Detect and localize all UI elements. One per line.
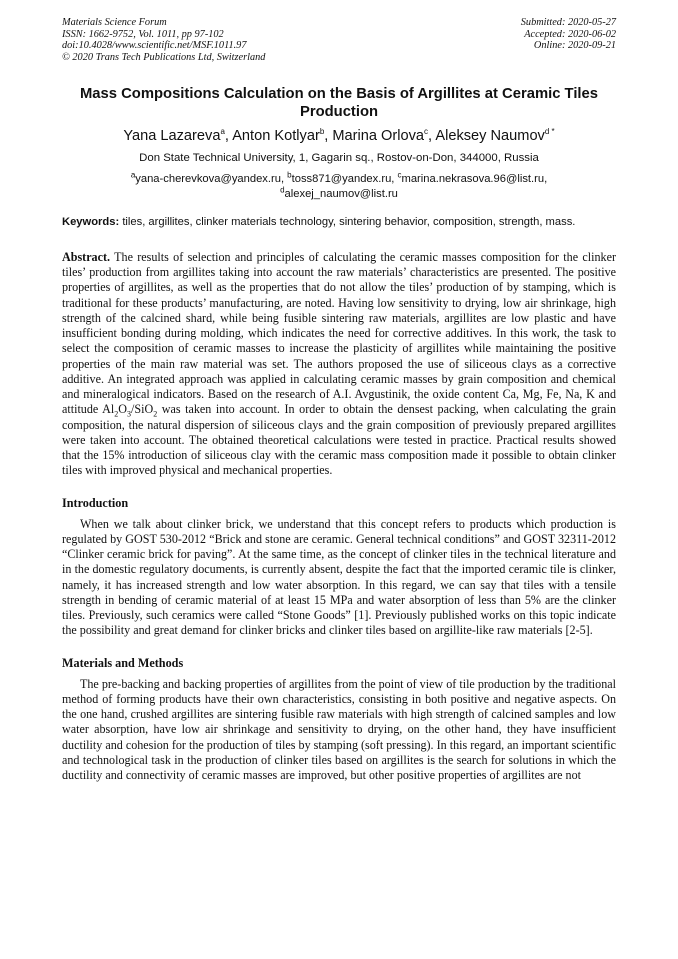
online-date: Online: 2020-09-21 xyxy=(533,40,616,52)
doi-line[interactable]: doi:10.4028/www.scientific.net/MSF.1011.97 xyxy=(62,40,247,52)
author-list: Yana Lazareva$^a$, Anton Kotlyar$^b$, Marina Orlova$^c$, Aleksey Naumov$^{d *}$ xyxy=(123,127,555,145)
email-marker: b xyxy=(287,170,292,180)
author-name: Marina Orlova xyxy=(332,128,425,145)
affiliation: Don State Technical University, 1, Gagarin sq., Rostov-on-Don, 344000, Russia xyxy=(139,152,539,165)
author-marker: a xyxy=(220,127,225,137)
abstract-text-part2: was taken into account. In order to obtain the densest packing, when calculating the grain composition, the natural dispersion of siliceous clays and the grain composition of previously prepared argillites were taken into account. The obtained theoretical calculations were tested in practice. Practical results showed that the 15% introduction of siliceous clay with the ceramic mass composition made it possible to obtain clinker tiles with improved physical and mechanical properties. xyxy=(62,402,616,478)
author-email[interactable]: toss871@yandex.ru xyxy=(291,173,392,186)
methods-heading: Materials and Methods xyxy=(62,655,184,670)
introduction-heading: Introduction xyxy=(62,495,129,510)
formula-text: O xyxy=(118,402,128,417)
author-marker: b xyxy=(319,127,325,137)
publication-dates xyxy=(521,17,616,63)
author-marker: d * xyxy=(544,127,555,137)
formula-subscript: 2 xyxy=(114,409,119,419)
author-name: Aleksey Naumov xyxy=(435,128,545,145)
formula-subscript: 2 xyxy=(153,409,158,419)
author-name: Yana Lazareva xyxy=(123,128,221,145)
journal-name: Materials Science Forum xyxy=(62,17,167,28)
abstract-text-part1: The results of selection and principles of calculating the ceramic masses composition for the clinker tiles’ production from argillites taking into account the raw materials’ characteristics are presented. The positive properties of argillites, as well as the properties that do not allow the tiles’ production of by stamping, which is traditional for these products’ manufacturing, are noted. Having low sensitivity to drying, low air shrinkage, high strength of the calcined shard, while being fusible sintering raw materials, argillites are low plastic and have insufficient bonding during molding, which indicates the need for corrective additives. In this work, the task to select the composition of ceramic masses to increase the plasticity of argillites while maintaining the positive properties of the main raw material was set. The authors proposed the use of siliceous clays as a corrective additive. An integrated approach was applied in calculating ceramic masses by grain composition and chemical and mineralogical indicators. Based on the research of A.I. Avgustinik, the oxide content Ca, Mg, Fe, Na, K and attitude Al xyxy=(62,249,616,417)
submitted-date: Submitted: 2020-05-27 xyxy=(520,17,616,28)
author-email[interactable]: yana-cherevkova@yandex.ru xyxy=(135,173,281,186)
keywords xyxy=(62,215,616,229)
keywords-text: tiles, argillites, clinker materials technology, sintering behavior, composition, strength, mass. xyxy=(122,215,576,228)
paper-title: Mass Compositions Calculation on the Basis of Argillites at Ceramic Tiles Production xyxy=(79,86,598,121)
email-marker: d xyxy=(280,185,285,195)
journal-header xyxy=(62,17,616,63)
author-email[interactable]: marina.nekrasova.96@list.ru xyxy=(401,173,545,186)
methods-paragraph: The pre-backing and backing properties of argillites from the point of view of tile production by the traditional method of forming products have their own characteristics, consisting in both positive and negative aspects. On the one hand, crushed argillites are sintering fusible raw materials with high strength of calcined samples and low water absorption, have low air shrinkage and sensitivity to drying, on the other hand, they have insufficient ductility and cohesion for the production of tiles by stamping (soft pressing). In this regard, an important scientific and technological task in the production of clinker tiles based on argillites is the search for solutions in which the ductility and connectivity of ceramic masses are improved, but other positive properties of argillites are not xyxy=(62,676,616,783)
author-marker: c xyxy=(424,127,429,137)
email-marker: a xyxy=(130,170,136,180)
email-marker: c xyxy=(397,170,402,180)
formula-subscript: 3 xyxy=(127,409,132,419)
formula-text: /SiO xyxy=(131,402,154,417)
copyright-line: © 2020 Trans Tech Publications Ltd, Switzerland xyxy=(62,51,266,63)
journal-info xyxy=(62,17,265,63)
introduction-paragraph: When we talk about clinker brick, we understand that this concept refers to products which production is regulated by GOST 530-2012 “Brick and stone are ceramic. General technical conditions” and GOST 32311-2012 “Clinker ceramic brick for paving”. At the same time, as the concept of clinker tiles in the technical literature and in the domestic regulatory documents, is currently absent, despite the fact that the imported ceramic tile is clinker, namely, it has increased strength and low water absorption. In this regard, we can say that tiles with a tensile strength in bending of ceramic material of at least 15 MPa and water absorption of less than 5% are the clinker tiles. Previously, such ceramics were called “Stone Goods” [1]. Previously published works on this topic indicate the possibility and great demand for clinker bricks and clinker tiles based on argillite-like raw materials [2-5]. xyxy=(62,516,616,638)
abstract-label: Abstract. xyxy=(62,249,111,264)
abstract xyxy=(62,250,616,479)
author-emails: $^a$yana-cherevkova@yandex.ru, $^b$toss871@yandex.ru, $^c$marina.nekrasova.96@list.ru, $^d$alexej_naumov@list.ru xyxy=(130,170,548,200)
issn-line: ISSN: 1662-9752, Vol. 1011, pp 97-102 xyxy=(62,28,224,40)
accepted-date: Accepted: 2020-06-02 xyxy=(524,28,616,40)
author-name: Anton Kotlyar xyxy=(232,128,320,145)
keywords-label: Keywords: xyxy=(62,215,120,228)
author-email[interactable]: alexej_naumov@list.ru xyxy=(284,187,398,200)
